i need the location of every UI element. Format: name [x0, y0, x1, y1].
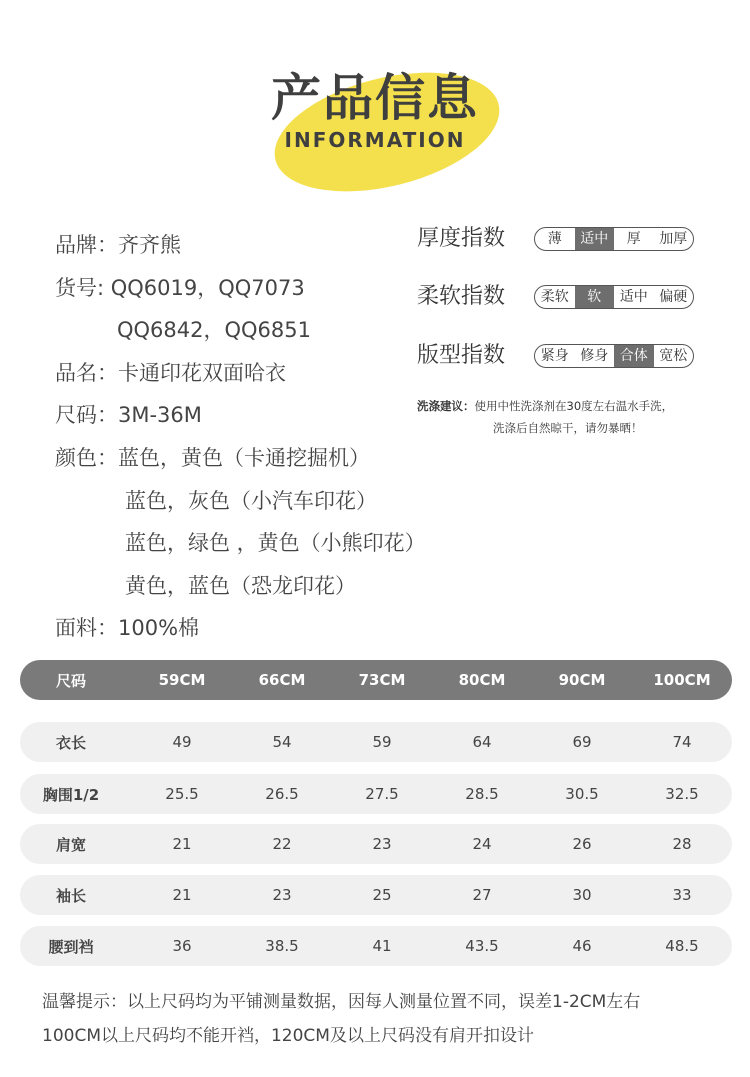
table-row	[20, 926, 732, 966]
table-cell: 26.5	[265, 785, 299, 803]
fit-index	[417, 341, 737, 371]
color-line-continued: 蓝色，灰色（小汽车印花）	[125, 488, 377, 513]
header-cell: 90CM	[558, 671, 606, 689]
scale-option: 软	[575, 286, 615, 308]
header-cell: 66CM	[258, 671, 306, 689]
note-line: 温馨提示：以上尺码均为平铺测量数据，因每人测量位置不同，误差1-2CM左右	[42, 992, 641, 1012]
table-row	[20, 875, 732, 915]
table-header-row	[20, 660, 732, 700]
table-cell: 25.5	[165, 785, 199, 803]
care-instructions	[417, 395, 737, 439]
row-label: 腰到裆	[48, 937, 94, 956]
care-line	[417, 395, 737, 417]
table-cell: 28.5	[465, 785, 499, 803]
sku-line-continued: QQ6842，QQ6851	[117, 318, 312, 343]
table-cell: 26	[572, 835, 592, 853]
table-cell: 64	[472, 733, 492, 751]
scale-option: 适中	[575, 228, 615, 250]
table-cell: 22	[272, 835, 292, 853]
table-cell: 24	[472, 835, 492, 853]
header-cell: 尺码	[55, 671, 86, 690]
table-row	[20, 824, 732, 864]
table-cell: 54	[272, 733, 292, 751]
table-cell: 30	[572, 886, 592, 904]
index-scale	[534, 285, 694, 309]
row-label: 肩宽	[55, 835, 86, 854]
index-label: 厚度指数	[417, 226, 506, 251]
table-row	[20, 722, 732, 762]
table-cell: 48.5	[665, 937, 699, 955]
thickness-index	[417, 224, 737, 254]
table-cell: 33	[672, 886, 692, 904]
header-cell: 59CM	[158, 671, 206, 689]
table-cell: 27.5	[365, 785, 399, 803]
product-name-line: 品名：卡通印花双面哈衣	[55, 360, 286, 385]
header	[0, 0, 750, 200]
scale-option: 加厚	[659, 231, 688, 247]
table-cell: 21	[172, 835, 192, 853]
table-cell: 25	[372, 886, 392, 904]
header-cell: 100CM	[653, 671, 711, 689]
index-scale	[534, 344, 694, 368]
scale-option: 偏硬	[659, 289, 688, 305]
material-line: 面料：100%棉	[55, 616, 200, 641]
care-label: 洗涤建议：	[417, 399, 475, 413]
scale-option: 厚	[626, 231, 641, 247]
table-cell: 41	[372, 937, 392, 955]
row-label: 胸围1/2	[42, 785, 100, 804]
table-cell: 43.5	[465, 937, 499, 955]
table-cell: 59	[372, 733, 392, 751]
table-cell: 74	[672, 733, 692, 751]
table-cell: 38.5	[265, 937, 299, 955]
table-cell: 69	[572, 733, 592, 751]
row-label: 袖长	[55, 886, 86, 905]
scale-option: 合体	[614, 345, 654, 367]
table-cell: 49	[172, 733, 192, 751]
table-cell: 23	[272, 886, 292, 904]
table-cell: 32.5	[665, 785, 699, 803]
header-cell: 80CM	[458, 671, 506, 689]
page-subtitle: INFORMATION	[284, 128, 466, 152]
scale-option: 薄	[547, 231, 562, 247]
scale-option: 修身	[580, 348, 609, 364]
scale-option: 紧身	[540, 348, 569, 364]
scale-option: 宽松	[659, 348, 688, 364]
row-label: 衣长	[55, 733, 86, 752]
index-label: 版型指数	[417, 343, 506, 368]
table-cell: 36	[172, 937, 192, 955]
table-cell: 30.5	[565, 785, 599, 803]
index-scale	[534, 227, 694, 251]
brand-line: 品牌：齐齐熊	[55, 233, 181, 257]
color-line: 颜色：蓝色，黄色（卡通挖掘机）	[55, 445, 370, 470]
softness-index	[417, 282, 737, 312]
sku-line: 货号: QQ6019，QQ7073	[55, 275, 305, 300]
product-info	[55, 224, 426, 650]
scale-option: 柔软	[540, 289, 569, 305]
header-cell: 73CM	[358, 671, 406, 689]
care-line-continued: 洗涤后自然晾干，请勿暴晒！	[493, 421, 643, 435]
table-row	[20, 774, 732, 814]
index-label: 柔软指数	[417, 284, 506, 309]
note-line: 100CM以上尺码均不能开裆，120CM及以上尺码没有肩开扣设计	[42, 1026, 534, 1046]
table-cell: 23	[372, 835, 392, 853]
table-cell: 21	[172, 886, 192, 904]
scale-option: 适中	[619, 289, 648, 305]
size-range-line: 尺码：3M-36M	[55, 403, 202, 428]
size-notes	[42, 985, 742, 1053]
color-line-continued: 黄色，蓝色（恐龙印花）	[125, 573, 356, 598]
table-cell: 27	[472, 886, 492, 904]
care-text: 使用中性洗涤剂在30度左右温水手洗，	[474, 399, 674, 413]
table-cell: 46	[572, 937, 592, 955]
page-title: 产品信息	[271, 69, 479, 127]
table-cell: 28	[672, 835, 692, 853]
color-line-continued: 蓝色，绿色 ，黄色（小熊印花）	[125, 531, 426, 556]
